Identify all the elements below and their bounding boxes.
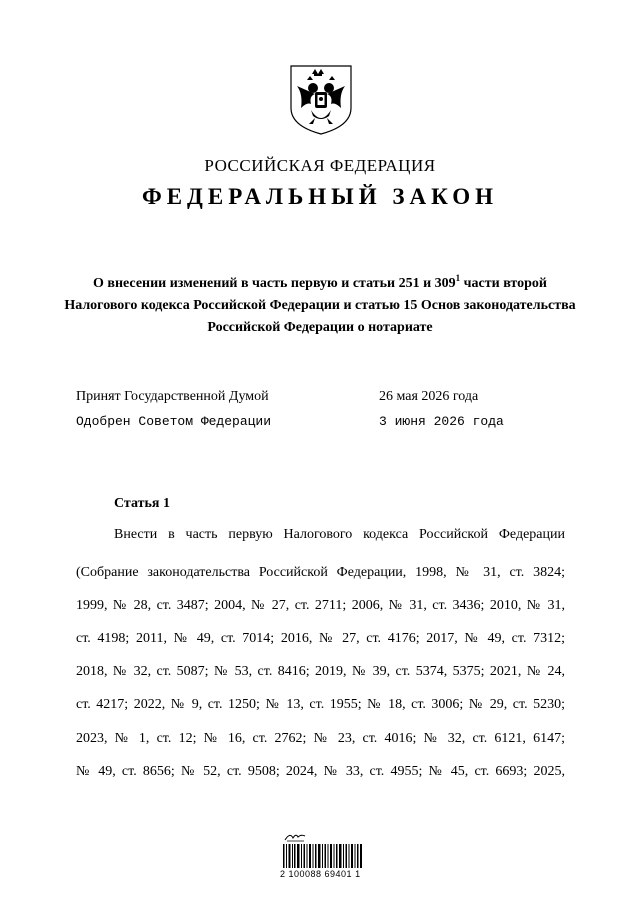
- article-text-line: 2018, № 32, ст. 5087; № 53, ст. 8416; 2019, № 39, ст. 5374, 5375; 2021, № 24,: [76, 664, 565, 679]
- law-title-part2: части второй Налогового кодекса Российской Федерации и статью 15 Основ законодательства Российской Федерации о нотариате: [64, 276, 576, 335]
- law-title-part1: О внесении изменений в часть первую и статьи 251 и 309: [93, 276, 456, 291]
- law-title: [60, 273, 580, 339]
- article-text-line: ст. 4217; 2022, № 9, ст. 1250; № 13, ст. 1955; № 18, ст. 3006; № 29, ст. 5230;: [76, 697, 565, 712]
- country-name: РОССИЙСКАЯ ФЕДЕРАЦИЯ: [204, 156, 436, 175]
- article-text-line: ст. 4198; 2011, № 49, ст. 7014; 2016, № 27, ст. 4176; 2017, № 49, ст. 7312;: [76, 631, 565, 646]
- law-title-superscript: 1: [455, 273, 461, 283]
- duma-label: Принят Государственной Думой: [76, 389, 269, 404]
- duma-date: 26 мая 2026 года: [379, 389, 479, 404]
- barcode-number: 2 100088 69401 1: [280, 869, 361, 879]
- article-text-line: (Собрание законодательства Российской Федерации, 1998, № 31, ст. 3824;: [76, 565, 565, 580]
- article-text-line: Внести в часть первую Налогового кодекса Российской Федерации: [114, 527, 565, 542]
- signature-mark-icon: [284, 830, 306, 842]
- article-heading: Статья 1: [114, 496, 170, 511]
- coat-of-arms-emblem-icon: [289, 64, 353, 136]
- council-date: 3 июня 2026 года: [379, 414, 504, 429]
- document-type: ФЕДЕРАЛЬНЫЙ ЗАКОН: [141, 184, 499, 209]
- article-text-line: № 49, ст. 8656; № 52, ст. 9508; 2024, № 33, ст. 4955; № 45, ст. 6693; 2025,: [76, 764, 565, 779]
- barcode-icon: [283, 844, 363, 868]
- article-text-line: 2023, № 1, ст. 12; № 16, ст. 2762; № 23, ст. 4016; № 32, ст. 6121, 6147;: [76, 731, 565, 746]
- article-text-line: 1999, № 28, ст. 3487; 2004, № 27, ст. 2711; 2006, № 31, ст. 3436; 2010, № 31,: [76, 598, 565, 613]
- council-label: Одобрен Советом Федерации: [76, 414, 272, 429]
